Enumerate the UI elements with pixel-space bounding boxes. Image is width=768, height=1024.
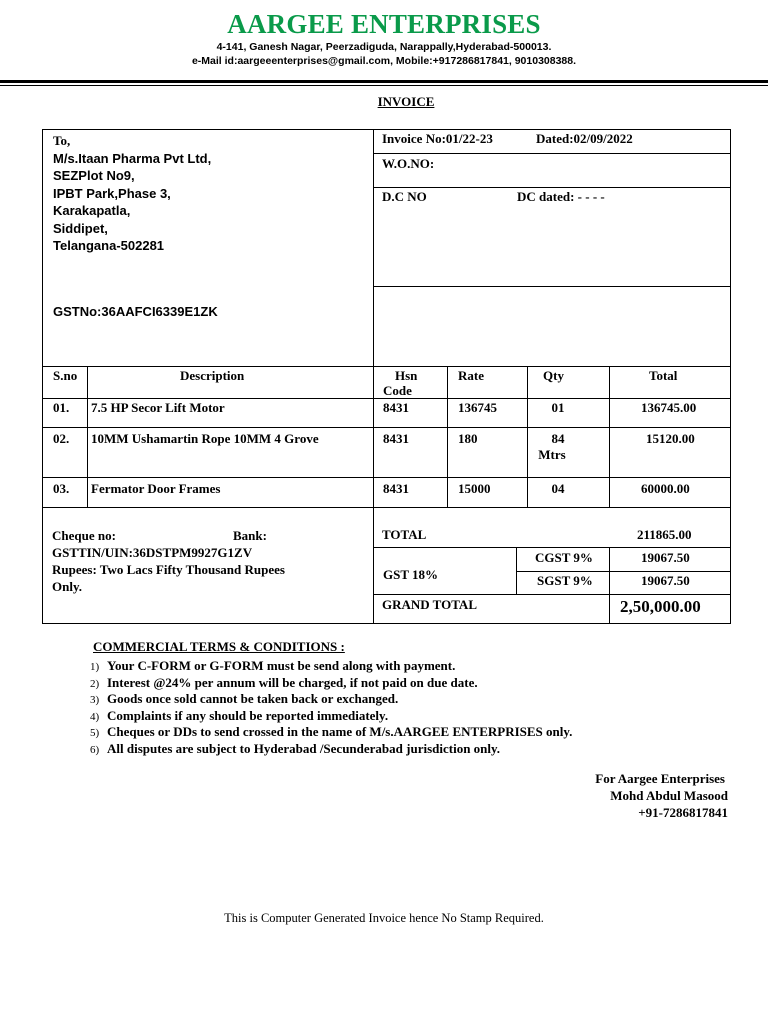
row-qty-unit: Mtrs (538, 447, 566, 462)
row-total: 60000.00 (641, 481, 690, 496)
amount-in-words: Rupees: Two Lacs Fifty Thousand Rupees (52, 562, 285, 577)
term-item: 2) Interest @24% per annum will be charged, if not paid on due date. (90, 674, 478, 690)
row-total: 15120.00 (646, 431, 695, 446)
invoice-date: Dated:02/09/2022 (536, 131, 633, 146)
gst-label: GST 18% (383, 567, 439, 582)
address-line: Siddipet, (53, 220, 108, 236)
row-description: Fermator Door Frames (91, 481, 221, 496)
header-rule-thick (0, 80, 768, 83)
row-qty: 01 (551, 400, 565, 415)
row-sno: 01. (53, 400, 70, 415)
row-rate: 180 (458, 431, 478, 446)
address-line: M/s.Itaan Pharma Pvt Ltd, (53, 150, 212, 166)
term-item: 1) Your C-FORM or G-FORM must be send along with payment. (90, 658, 456, 673)
address-line: Karakapatla, (53, 203, 131, 218)
bank-name: Bank: (233, 528, 267, 543)
dc-dated: DC dated: - - - - (517, 189, 605, 204)
to-label: To, (53, 133, 71, 148)
header-hsn-code: Code (383, 383, 412, 398)
term-item: 5) Cheques or DDs to send crossed in the name of M/s.AARGEE ENTERPRISES only. (90, 724, 573, 740)
term-item: 6) All disputes are subject to Hyderabad /Secunderabad jurisdiction only. (90, 740, 501, 756)
row-qty: 84 (551, 431, 565, 446)
sgst-value: 19067.50 (641, 573, 690, 588)
invoice-number: Invoice No:01/22-23 (382, 131, 493, 146)
header-qty: Qty (543, 368, 564, 383)
footer-note: This is Computer Generated Invoice hence No Stamp Required. (224, 911, 544, 925)
amount-in-words-end: Only. (52, 579, 82, 594)
row-sno: 02. (53, 431, 70, 446)
sgst-label: SGST 9% (537, 573, 593, 588)
row-hsn: 8431 (383, 431, 409, 446)
header-sno: S.no (53, 368, 78, 383)
row-sno: 03. (53, 481, 70, 496)
address-line: SEZPlot No9, (53, 168, 135, 183)
header-total: Total (649, 368, 678, 383)
grand-total-value: 2,50,000.00 (620, 597, 701, 616)
row-hsn: 8431 (383, 400, 409, 415)
customer-gst-number: GSTNo:36AAFCI6339E1ZK (53, 304, 218, 319)
signature-phone: +91-7286817841 (638, 805, 728, 820)
term-item: 4) Complaints if any should be reported immediately. (90, 707, 389, 723)
address-line: Telangana-502281 (53, 238, 165, 253)
total-label: TOTAL (382, 527, 427, 542)
row-rate: 15000 (458, 481, 491, 496)
header-rule-thin (0, 85, 768, 86)
terms-title: COMMERCIAL TERMS & CONDITIONS : (93, 639, 345, 654)
header-description: Description (180, 368, 245, 383)
grand-total-label: GRAND TOTAL (382, 597, 477, 612)
row-description: 7.5 HP Secor Lift Motor (91, 400, 225, 415)
signature-block (595, 770, 728, 821)
company-contact: e-Mail id:aargeeenterprises@gmail.com, Mobile:+917286817841, 9010308388. (191, 55, 577, 67)
row-qty: 04 (551, 481, 565, 496)
header-hsn: Hsn (395, 368, 418, 383)
invoice-title: INVOICE (377, 94, 435, 109)
header-rate: Rate (458, 368, 484, 383)
cgst-value: 19067.50 (641, 550, 690, 565)
total-value: 211865.00 (637, 527, 692, 542)
cgst-label: CGST 9% (535, 550, 593, 565)
row-total: 136745.00 (641, 400, 697, 415)
terms-section (90, 639, 573, 758)
company-address: 4-141, Ganesh Nagar, Peerzadiguda, Narappally,Hyderabad-500013. (216, 41, 552, 53)
gstin-number: GSTTIN/UIN:36DSTPM9927G1ZV (52, 545, 253, 560)
signature-name: Mohd Abdul Masood (610, 788, 728, 803)
dc-number: D.C NO (382, 189, 427, 204)
address-line: IPBT Park,Phase 3, (53, 185, 171, 201)
term-item: 3) Goods once sold cannot be taken back or exchanged. (90, 691, 399, 707)
cheque-number: Cheque no: (52, 528, 116, 543)
row-hsn: 8431 (383, 481, 409, 496)
bill-to-address (53, 132, 211, 255)
company-name: AARGEE ENTERPRISES (227, 9, 541, 39)
work-order-number: W.O.NO: (382, 156, 435, 171)
row-rate: 136745 (458, 400, 497, 415)
row-description: 10MM Ushamartin Rope 10MM 4 Grove (91, 431, 319, 446)
signature-company: For Aargee Enterprises (595, 771, 725, 786)
